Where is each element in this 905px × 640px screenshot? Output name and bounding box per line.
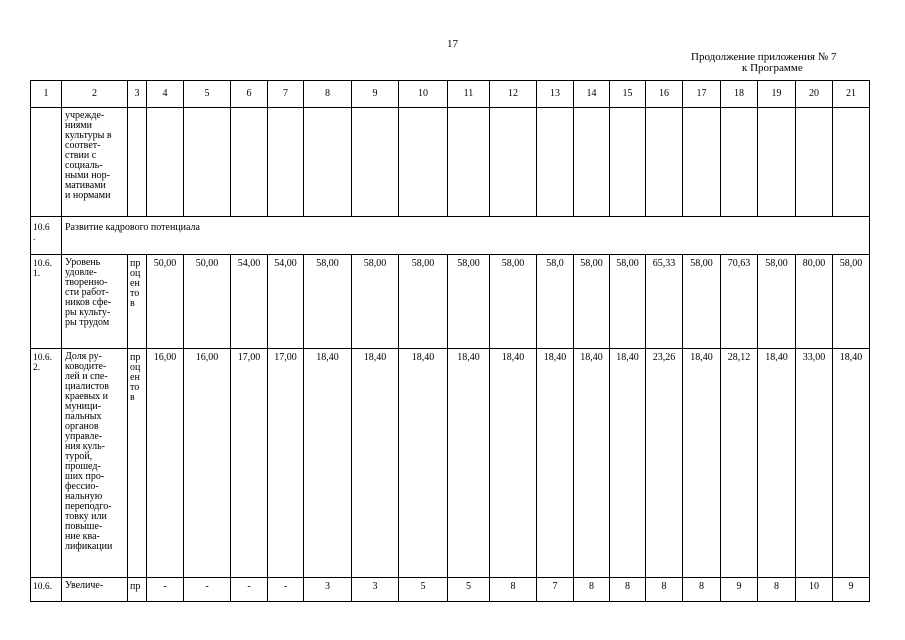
- indicator-value-cell: [646, 578, 683, 602]
- table-cell: [448, 108, 490, 217]
- indicator-code-cell: [31, 349, 62, 578]
- indicator-value: 5: [420, 581, 426, 592]
- column-number-header: 8: [304, 81, 352, 108]
- indicator-value: 18,40: [839, 352, 863, 363]
- indicator-value: -: [247, 581, 251, 592]
- indicator-value-cell: [721, 255, 758, 349]
- indicator-name: Доля ру- ководите- лей и спе- циалистов краевых и муници- пальных органов управле- ния куль- турой, прошед- ших про- фессио- нальную переподго- товку или повыше- ние ква- лификации: [65, 351, 113, 552]
- indicator-value: 58,00: [501, 258, 525, 269]
- indicator-value: 5: [466, 581, 471, 592]
- indicator-value-cell: [352, 578, 399, 602]
- table-cell: [646, 108, 683, 217]
- indicator-value-cell: [448, 578, 490, 602]
- indicator-value: 58,00: [580, 258, 603, 269]
- indicator-value: 17,00: [274, 352, 297, 363]
- column-number-header: 20: [796, 81, 833, 108]
- indicator-value-cell: [184, 578, 231, 602]
- table-cell: [184, 108, 231, 217]
- indicator-value-cell: [268, 578, 304, 602]
- indicator-name-cell: [62, 578, 128, 602]
- indicator-value-cell: [399, 349, 448, 578]
- indicator-value-cell: [147, 255, 184, 349]
- table-cell: [304, 108, 352, 217]
- indicator-value-cell: [646, 255, 683, 349]
- column-number-header: 14: [574, 81, 610, 108]
- indicator-value-cell: [490, 349, 537, 578]
- indicator-value-cell: [574, 578, 610, 602]
- table-cell: [758, 108, 796, 217]
- indicator-name: Увеличе-: [65, 580, 104, 591]
- table-cell: [796, 108, 833, 217]
- page-number: 17: [447, 38, 458, 50]
- indicator-value: -: [163, 581, 167, 592]
- indicator-name: Уровень удовле- творенно- сти работ- ников сфе- ры культу- ры трудом: [65, 257, 112, 328]
- indicator-value: 18,40: [616, 352, 639, 363]
- indicator-value: 58,00: [690, 258, 713, 269]
- indicator-value: 8: [589, 581, 594, 592]
- continuation-line-2: к Программе: [742, 62, 803, 74]
- column-number-header: 2: [62, 81, 128, 108]
- indicator-value-cell: [184, 349, 231, 578]
- indicator-value-cell: [231, 255, 268, 349]
- indicator-value-cell: [833, 255, 870, 349]
- indicator-code-cell: [31, 255, 62, 349]
- indicator-value: 58,00: [457, 258, 480, 269]
- unit-of-measure: пр оц ен то в: [130, 352, 141, 403]
- column-number-header: 21: [833, 81, 870, 108]
- indicator-value: 8: [510, 581, 516, 592]
- indicator-value-cell: [574, 349, 610, 578]
- indicator-value-cell: [796, 255, 833, 349]
- indicator-value: 65,33: [652, 258, 676, 269]
- indicator-value-cell: [304, 578, 352, 602]
- indicator-value: 33,00: [802, 352, 826, 363]
- unit-of-measure: пр: [130, 581, 141, 592]
- indicator-value: 18,40: [580, 352, 603, 363]
- indicator-value-cell: [448, 255, 490, 349]
- indicator-name-cell: [62, 255, 128, 349]
- section-title: Развитие кадрового потенциала: [65, 222, 200, 233]
- indicator-value-cell: [352, 349, 399, 578]
- column-number-header: 4: [147, 81, 184, 108]
- column-number-header: 5: [184, 81, 231, 108]
- indicator-value-cell: [147, 349, 184, 578]
- indicator-value-cell: [537, 578, 574, 602]
- indicator-value-cell: [833, 349, 870, 578]
- indicator-value: 8: [699, 581, 704, 592]
- indicator-value: 9: [848, 581, 854, 592]
- indicator-value-cell: [721, 349, 758, 578]
- indicator-value-cell: [304, 255, 352, 349]
- column-number-header: 10: [399, 81, 448, 108]
- column-number-header: 17: [683, 81, 721, 108]
- indicator-value-cell: [683, 578, 721, 602]
- column-number-header: 16: [646, 81, 683, 108]
- indicator-value-cell: [574, 255, 610, 349]
- indicator-value-cell: [683, 255, 721, 349]
- indicator-value-cell: [399, 578, 448, 602]
- table-cell: [683, 108, 721, 217]
- unit-of-measure-cell: [128, 578, 147, 602]
- indicator-value: 16,00: [153, 352, 177, 363]
- indicator-value-cell: [147, 578, 184, 602]
- section-row: [31, 217, 870, 255]
- indicator-value: 18,40: [316, 352, 339, 363]
- table-row-continued: [31, 108, 870, 217]
- indicator-value-cell: [184, 255, 231, 349]
- indicator-value: 16,00: [195, 352, 219, 363]
- indicator-value-cell: [537, 255, 574, 349]
- section-code: 10.6 .: [33, 223, 50, 243]
- indicator-value-cell: [231, 349, 268, 578]
- indicator-code: 10.6.: [33, 582, 52, 592]
- indicator-value: -: [283, 581, 288, 592]
- indicator-value: 8: [625, 581, 630, 592]
- column-number-header: 18: [721, 81, 758, 108]
- indicator-value: 17,00: [237, 352, 261, 363]
- indicator-value-cell: [537, 349, 574, 578]
- unit-of-measure-cell: [128, 255, 147, 349]
- indicator-value: 3: [325, 581, 330, 592]
- table-cell: [231, 108, 268, 217]
- indicator-code: 10.6. 2.: [33, 353, 52, 373]
- indicator-value-cell: [304, 349, 352, 578]
- indicator-value: 58,00: [316, 258, 339, 269]
- table-row: [31, 578, 870, 602]
- indicator-code-cell: [31, 578, 62, 602]
- table-cell: [574, 108, 610, 217]
- indicator-value: 18,40: [765, 352, 788, 363]
- column-number-header-row: [31, 81, 870, 108]
- indicator-value: 58,00: [765, 258, 788, 269]
- indicator-value-cell: [758, 349, 796, 578]
- indicator-code: 10.6. 1.: [33, 259, 52, 279]
- table-cell: [610, 108, 646, 217]
- indicator-value-cell: [683, 349, 721, 578]
- table-row: [31, 255, 870, 349]
- column-number-header: 11: [448, 81, 490, 108]
- indicator-value: 54,00: [237, 258, 261, 269]
- indicator-value-cell: [490, 255, 537, 349]
- indicator-value-cell: [268, 255, 304, 349]
- table-cell: [490, 108, 537, 217]
- indicator-value: 8: [774, 581, 779, 592]
- indicator-value-cell: [610, 255, 646, 349]
- table-cell: [268, 108, 304, 217]
- indicator-value-cell: [231, 578, 268, 602]
- column-number-header: 9: [352, 81, 399, 108]
- indicator-value: 50,00: [195, 258, 219, 269]
- indicator-value: 58,00: [616, 258, 639, 269]
- column-number-header: 15: [610, 81, 646, 108]
- indicator-name: учрежде- ниями культуры в соответ- ствии с социаль- ными нор- мативами и нормами: [65, 110, 112, 201]
- section-code-cell: [31, 217, 62, 255]
- indicator-value: 28,12: [727, 352, 751, 363]
- indicator-value-cell: [833, 578, 870, 602]
- section-title-cell: [62, 217, 870, 255]
- table-cell: [128, 108, 147, 217]
- indicator-value-cell: [646, 349, 683, 578]
- indicator-value: 23,26: [652, 352, 676, 363]
- continuation-line-1: Продолжение приложения № 7: [691, 51, 837, 63]
- indicator-value: 18,40: [411, 352, 435, 363]
- unit-of-measure: пр оц ен то в: [130, 258, 141, 309]
- indicator-value-cell: [758, 578, 796, 602]
- indicator-value-cell: [610, 578, 646, 602]
- indicator-value-cell: [721, 578, 758, 602]
- indicator-value-cell: [399, 255, 448, 349]
- indicator-value-cell: [268, 349, 304, 578]
- indicator-value-cell: [796, 578, 833, 602]
- column-number-header: 1: [31, 81, 62, 108]
- indicator-value: 18,40: [501, 352, 525, 363]
- column-number-header: 3: [128, 81, 147, 108]
- indicator-value-cell: [352, 255, 399, 349]
- indicator-value: 9: [736, 581, 742, 592]
- indicators-table: [30, 80, 870, 602]
- indicator-value: 58,00: [363, 258, 387, 269]
- indicator-value: 7: [552, 581, 558, 592]
- table-cell: [399, 108, 448, 217]
- indicator-name-cell: [62, 108, 128, 217]
- indicator-value: 3: [372, 581, 378, 592]
- unit-of-measure-cell: [128, 349, 147, 578]
- indicator-value: 80,00: [802, 258, 826, 269]
- column-number-header: 7: [268, 81, 304, 108]
- indicator-value-cell: [758, 255, 796, 349]
- table-cell: [721, 108, 758, 217]
- indicator-value: 54,00: [274, 258, 297, 269]
- table-cell: [833, 108, 870, 217]
- indicator-value: 58,00: [411, 258, 435, 269]
- table-cell: [31, 108, 62, 217]
- indicator-value: 18,40: [457, 352, 480, 363]
- indicator-value-cell: [448, 349, 490, 578]
- indicator-value: 50,00: [153, 258, 177, 269]
- indicator-value: 18,40: [543, 352, 567, 363]
- column-number-header: 12: [490, 81, 537, 108]
- indicator-value-cell: [490, 578, 537, 602]
- column-number-header: 19: [758, 81, 796, 108]
- indicator-value: -: [205, 581, 209, 592]
- indicator-value: 18,40: [690, 352, 713, 363]
- indicator-name-cell: [62, 349, 128, 578]
- column-number-header: 13: [537, 81, 574, 108]
- appendix-continuation-note: [691, 52, 871, 74]
- indicator-value: 10: [809, 581, 819, 592]
- table-cell: [352, 108, 399, 217]
- table-cell: [147, 108, 184, 217]
- column-number-header: 6: [231, 81, 268, 108]
- indicator-value-cell: [610, 349, 646, 578]
- indicator-value: 58,00: [839, 258, 863, 269]
- indicator-value: 70,63: [727, 258, 751, 269]
- indicator-value: 18,40: [363, 352, 387, 363]
- indicator-value-cell: [796, 349, 833, 578]
- table-row: [31, 349, 870, 578]
- indicator-value: 8: [661, 581, 667, 592]
- indicator-value: 58,0: [546, 258, 564, 269]
- table-cell: [537, 108, 574, 217]
